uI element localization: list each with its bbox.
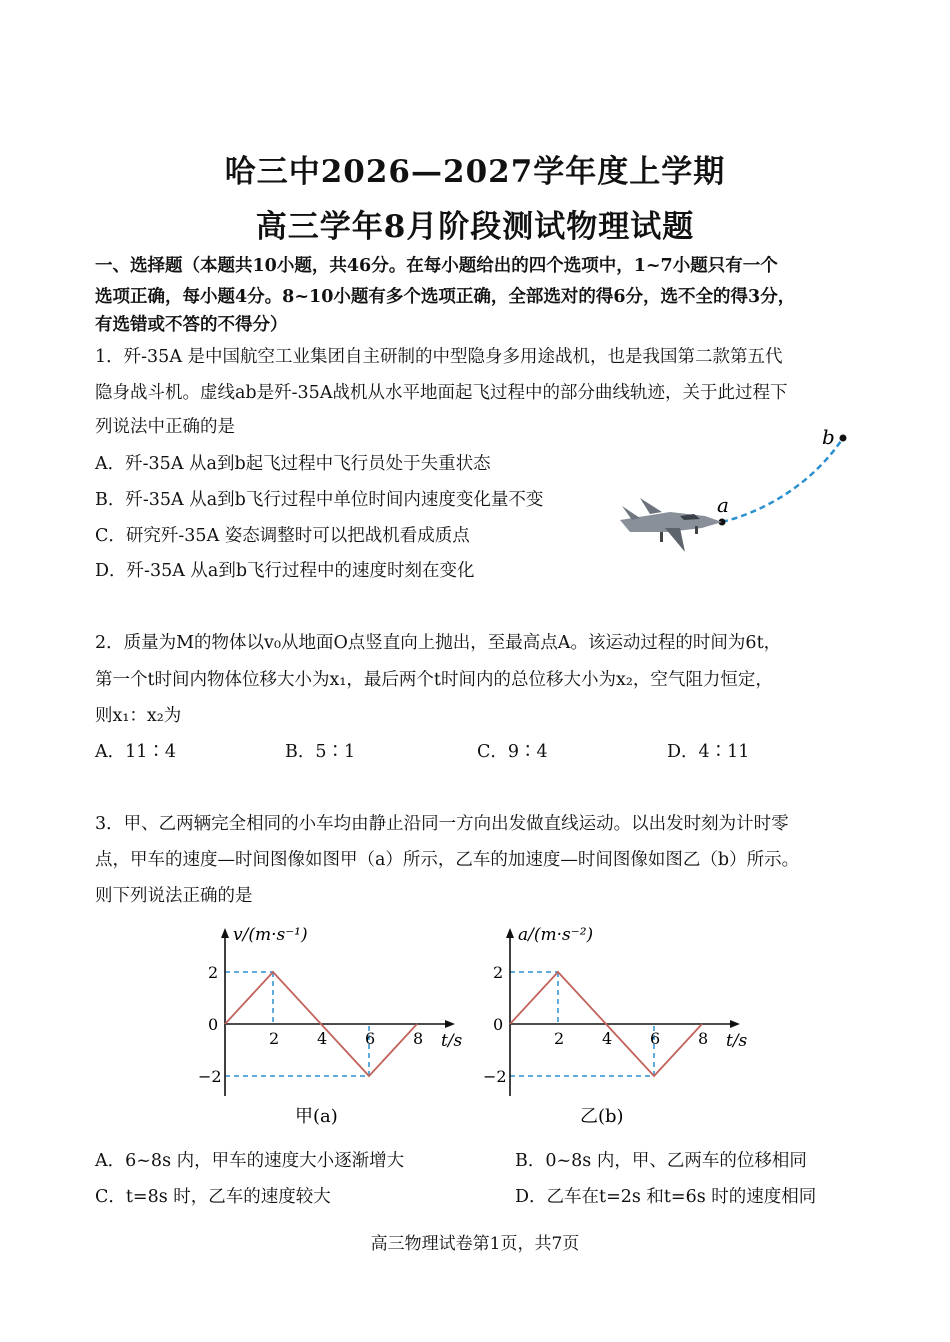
q3-option-d[interactable]: D．乙车在t=2s 和t=6s 时的速度相同 <box>515 1187 817 1207</box>
graph-b-y-tick-2: 2 <box>493 963 504 982</box>
graph-b-y-tick-0: 0 <box>493 1015 504 1034</box>
q3-stem-line1: 3．甲、乙两辆完全相同的小车均由静止沿同一方向出发做直线运动。以出发时刻为计时零 <box>95 814 789 834</box>
graph-b-x-tick-2: 2 <box>554 1029 565 1048</box>
q3-option-b[interactable]: B．0~8s 内，甲、乙两车的位移相同 <box>515 1151 807 1171</box>
q2-stem-line1: 2．质量为M的物体以v₀从地面O点竖直向上抛出，至最高点A。该运动过程的时间为6t， <box>95 633 782 653</box>
q1-option-a[interactable]: A．歼-35A 从a到b起飞过程中飞行员处于失重状态 <box>95 454 491 474</box>
q3-stem-line3: 则下列说法正确的是 <box>95 886 253 906</box>
graph-a-caption: 甲(a) <box>295 1106 338 1127</box>
graph-a-x-tick-8: 8 <box>413 1029 424 1048</box>
q3-option-c[interactable]: C．t=8s 时，乙车的速度较大 <box>95 1187 331 1207</box>
q2-stem-line2: 第一个t时间内物体位移大小为x₁，最后两个t时间内的总位移大小为x₂，空气阻力恒定， <box>95 670 773 690</box>
q1-stem-line1: 1．歼-35A 是中国航空工业集团自主研制的中型隐身多用途战机，也是我国第二款第五代 <box>95 347 783 367</box>
graph-a-x-axis-label: t/s <box>441 1031 463 1051</box>
point-b-dot <box>840 435 847 442</box>
q2-option-d[interactable]: D．4∶11 <box>667 742 750 762</box>
q2-option-c[interactable]: C．9∶4 <box>477 742 548 762</box>
graph-b-y-axis-label: a/(m·s⁻²) <box>518 925 594 945</box>
section-instructions-line1: 一、选择题（本题共10小题，共46分。在每小题给出的四个选项中，1~7小题只有一个 <box>95 256 778 276</box>
q1-option-b[interactable]: B．歼-35A 从a到b飞行过程中单位时间内速度变化量不变 <box>95 490 544 510</box>
graph-b-x-axis-arrow <box>730 1020 740 1028</box>
graph-a-y-axis-arrow <box>221 928 229 938</box>
graph-b-caption: 乙(b) <box>580 1106 624 1127</box>
q3-stem-line2: 点，甲车的速度—时间图像如图甲（a）所示，乙车的加速度—时间图像如图乙（b）所示。 <box>95 850 800 870</box>
q1-stem-line3: 列说法中正确的是 <box>95 417 235 437</box>
graph-b-y-axis-arrow <box>506 928 514 938</box>
q1-option-c[interactable]: C．研究歼-35A 姿态调整时可以把战机看成质点 <box>95 526 470 546</box>
q2-option-a[interactable]: A．11∶4 <box>95 742 177 762</box>
graph-b-x-tick-4: 4 <box>602 1029 613 1048</box>
exam-title-line2: 高三学年8月阶段测试物理试题 <box>255 209 695 245</box>
q1-option-d[interactable]: D．歼-35A 从a到b飞行过程中的速度时刻在变化 <box>95 561 475 581</box>
section-instructions-line2: 选项正确，每小题4分。8~10小题有多个选项正确，全部选对的得6分，选不全的得3分， <box>95 287 796 307</box>
q2-stem-line3: 则x₁：x₂为 <box>95 706 182 726</box>
graph-b-x-axis-label: t/s <box>726 1031 748 1051</box>
graph-a-y-tick-2: 2 <box>208 963 219 982</box>
q1-stem-line2: 隐身战斗机。虚线ab是歼-35A战机从水平地面起飞过程中的部分曲线轨迹，关于此过程下 <box>95 383 788 403</box>
graph-a-x-tick-6: 6 <box>365 1029 376 1048</box>
graph-b-y-tick-neg2: −2 <box>483 1067 507 1086</box>
page-footer: 高三物理试卷第1页，共7页 <box>370 1234 580 1254</box>
point-a-label: a <box>717 493 729 517</box>
graph-a-y-tick-neg2: −2 <box>198 1067 222 1086</box>
fighter-jet-icon <box>620 498 722 552</box>
exam-title-line1: 哈三中2026—2027学年度上学期 <box>224 154 726 190</box>
graph-b-acceleration-time <box>475 918 765 1133</box>
q2-option-b[interactable]: B．5∶1 <box>285 742 356 762</box>
graph-a-x-axis-arrow <box>445 1020 455 1028</box>
graph-a-velocity-time <box>190 918 480 1133</box>
flight-trajectory <box>722 438 843 522</box>
section-instructions-line3: 有选错或不答的不得分） <box>95 315 288 335</box>
graph-b-x-tick-6: 6 <box>650 1029 661 1048</box>
graph-a-y-axis-label: v/(m·s⁻¹) <box>233 925 308 945</box>
graph-a-y-tick-0: 0 <box>208 1015 219 1034</box>
q1-flight-figure <box>610 420 860 570</box>
q3-option-a[interactable]: A．6~8s 内，甲车的速度大小逐渐增大 <box>95 1151 405 1171</box>
graph-a-x-tick-4: 4 <box>317 1029 328 1048</box>
point-b-label: b <box>822 425 835 449</box>
graph-b-x-tick-8: 8 <box>698 1029 709 1048</box>
graph-a-x-tick-2: 2 <box>269 1029 280 1048</box>
